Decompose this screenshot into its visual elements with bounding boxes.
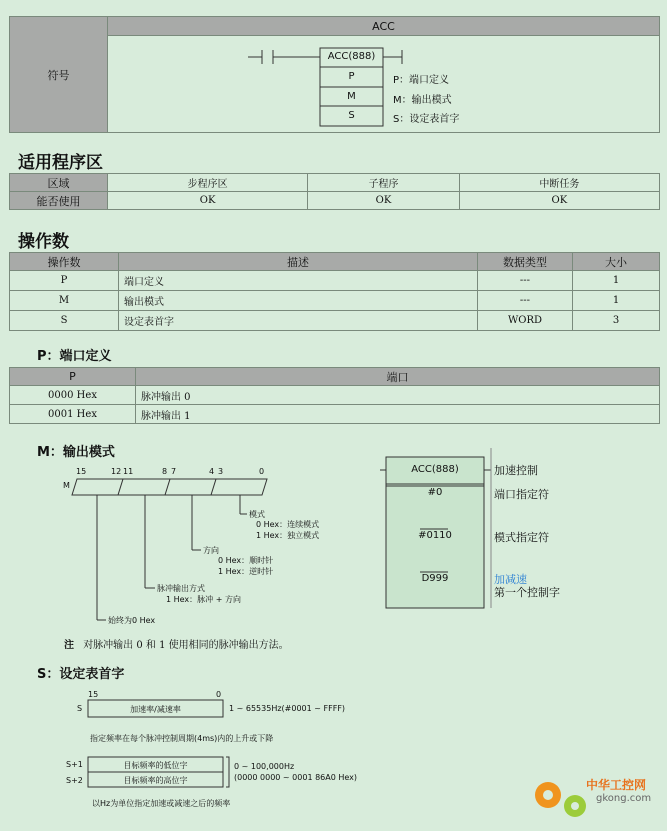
direction-title: 方向 [203, 546, 219, 555]
bit-label: 8 [162, 467, 168, 476]
operands-table [9, 252, 660, 331]
port-heading: P：端口定义 [37, 349, 112, 364]
freq-note: 以Hz为单位指定加速或减速之后的频率 [92, 799, 231, 808]
bit-label: 3 [218, 467, 224, 476]
ladder-label: 端口指定符 [494, 488, 549, 501]
area-heading: 适用程序区 [18, 153, 103, 173]
freq-range: 0 ~ 100,000Hz [234, 762, 295, 771]
table-row: 0000 Hex 脉冲输出 0 [10, 386, 660, 405]
area-header: 步程序区 [108, 174, 308, 192]
freq-low-box: 目标频率的低位字 [123, 761, 188, 770]
accel-note: 指定频率在每个脉冲控制周期(4ms)内的上升或下降 [90, 734, 274, 743]
symbol-desc-s: S：设定表首字 [393, 114, 460, 125]
area-cell: OK [308, 192, 459, 210]
symbol-row-label: 符号 [47, 68, 70, 82]
direction-option: 1 Hex：逆时针 [218, 567, 274, 576]
watermark-brand: 中华工控网 [586, 778, 647, 792]
watermark-url: gkong.com [596, 793, 652, 804]
port-header: 端口 [136, 368, 660, 386]
register-label: S+2 [66, 776, 83, 785]
bit-label: 0 [216, 690, 222, 699]
accel-box: 加速率/减速率 [130, 705, 181, 714]
bit-label: 7 [171, 467, 177, 476]
bit-label: 4 [209, 467, 215, 476]
bit-label: 12 [111, 467, 122, 476]
always-zero: 始终为0 Hex [108, 616, 156, 625]
gear-icon [535, 782, 586, 817]
pulse-title: 脉冲输出方式 [157, 584, 205, 593]
operands-heading: 操作数 [18, 232, 69, 252]
register-label: M [63, 481, 70, 490]
ladder-instr: ACC(888) [411, 464, 459, 475]
pulse-option: 1 Hex：脉冲 + 方向 [166, 595, 241, 604]
area-cell: OK [108, 192, 308, 210]
freq-hex: (0000 0000 ~ 0001 86A0 Hex) [234, 773, 358, 782]
ladder-label: 模式指定符 [494, 531, 549, 544]
mode-option: 1 Hex：独立模式 [256, 531, 320, 540]
mode-title: 模式 [249, 510, 265, 519]
symbol-title: ACC [108, 17, 660, 36]
bit-label: 15 [88, 690, 99, 699]
operands-header: 大小 [573, 253, 660, 271]
bit-label: 0 [259, 467, 265, 476]
ladder-label-link[interactable]: 加减速 [494, 573, 527, 586]
freq-high-box: 目标频率的高位字 [123, 776, 188, 785]
port-table [9, 367, 660, 424]
bit-label: 11 [123, 467, 134, 476]
table-row: 0001 Hex 脉冲输出 1 [10, 405, 660, 424]
register-label: S+1 [66, 760, 83, 769]
ladder-op-table: D999 [421, 573, 449, 584]
mode-heading: M：输出模式 [37, 445, 115, 460]
operands-header: 描述 [119, 253, 478, 271]
note-label: 注 [64, 640, 74, 651]
symbol-desc-m: M：输出模式 [393, 95, 452, 106]
symbol-operand-p: P [348, 71, 355, 82]
direction-option: 0 Hex：顺时针 [218, 556, 274, 565]
register-label: S [77, 704, 83, 713]
area-header: 区域 [10, 174, 108, 192]
ladder-op-mode: #0110 [418, 530, 452, 541]
bit-label: 15 [76, 467, 87, 476]
note-text: 对脉冲输出 0 和 1 使用相同的脉冲输出方法。 [83, 640, 289, 651]
port-header: P [10, 368, 136, 386]
symbol-operand-m: M [347, 91, 356, 102]
area-table [9, 173, 660, 210]
ladder-label: 第一个控制字 [494, 586, 560, 599]
setting-heading: S：设定表首字 [37, 667, 125, 682]
area-header: 中断任务 [459, 174, 659, 192]
table-row: P 端口定义 --- 1 [10, 271, 660, 291]
symbol-instr-box: ACC(888) [327, 51, 376, 62]
table-row: S 设定表首字 WORD 3 [10, 311, 660, 331]
area-header: 子程序 [308, 174, 459, 192]
symbol-operand-s: S [348, 110, 355, 121]
operands-header: 操作数 [10, 253, 119, 271]
ladder-label: 加速控制 [494, 464, 538, 477]
ladder-op-port: #0 [427, 487, 443, 498]
area-row-label: 能否使用 [10, 192, 108, 210]
accel-range: 1 ~ 65535Hz(#0001 ~ FFFF) [229, 704, 346, 713]
operands-header: 数据类型 [478, 253, 573, 271]
symbol-desc-p: P：端口定义 [393, 75, 450, 86]
area-cell: OK [459, 192, 659, 210]
note [64, 636, 289, 651]
mode-option: 0 Hex：连续模式 [256, 520, 320, 529]
table-row: M 输出模式 --- 1 [10, 291, 660, 311]
